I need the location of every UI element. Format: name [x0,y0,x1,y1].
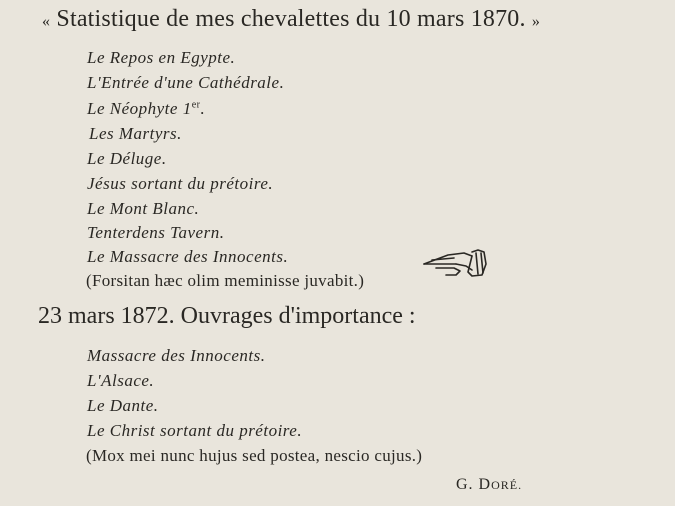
open-quote: « [42,13,51,30]
list-item: Massacre des Innocents. [87,346,266,365]
list-item: Jésus sortant du prétoire. [87,174,274,193]
section1-note: (Forsitan hæc olim meminisse juvabit.) [86,271,365,290]
list-item: Tenterdens Tavern. [87,223,225,242]
list-item: Le Mont Blanc. [87,199,200,218]
signature-initial: G. D [456,476,492,493]
list-item: Le Repos en Egypte. [87,48,236,67]
section1-heading [42,6,540,33]
signature [456,476,522,494]
list-item: Les Martyrs. [89,124,182,143]
list-item: Le Christ sortant du prétoire. [87,421,303,440]
list-item: Le Dante. [87,396,159,415]
list-item: Le Néophyte 1er. [87,99,206,118]
section2-heading: 23 mars 1872. Ouvrages d'importance : [38,303,416,329]
pointing-hand-icon [420,244,492,280]
list-item: L'Alsace. [87,371,155,390]
list-item: L'Entrée d'une Cathédrale. [87,73,285,92]
list-item: Le Massacre des Innocents. [87,247,289,266]
section1-heading-text: Statistique de mes chevalettes du 10 mars 1870. [56,6,526,32]
section2-note: (Mox mei nunc hujus sed postea, nescio cujus.) [86,446,423,465]
close-quote: » [531,13,541,30]
signature-rest: ORÉ. [491,478,523,492]
list-item: Le Déluge. [87,149,167,168]
